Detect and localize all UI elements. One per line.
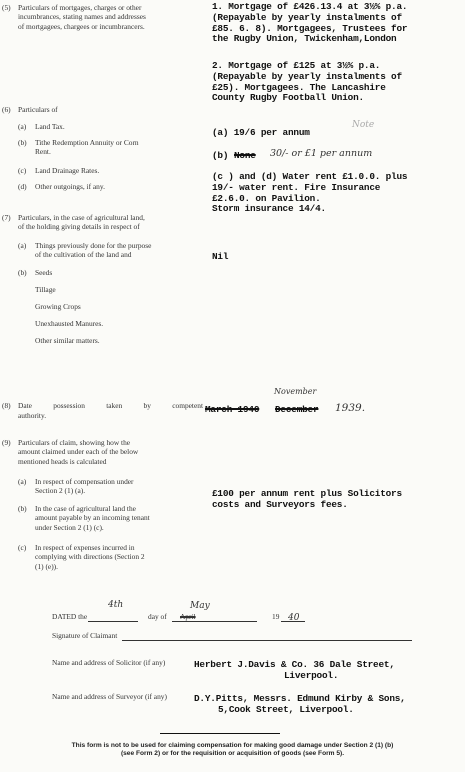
section-6-answer-b-struck: None bbox=[234, 150, 256, 161]
section-5-number: (5) bbox=[2, 3, 11, 12]
surveyor-answer: D.Y.Pitts, Messrs. Edmund Kirby & Sons, 5,Cook Street, Liverpool. bbox=[194, 693, 406, 715]
year-prefix: 19 bbox=[272, 612, 280, 621]
section-7-item-b-letter: (b) bbox=[18, 268, 27, 277]
section-6-answer-a-handwritten: Note bbox=[352, 120, 375, 130]
section-9-answer: £100 per annum rent plus Solicitors costs and Surveyors fees. bbox=[212, 488, 402, 510]
section-7-answer: Nil bbox=[212, 251, 229, 262]
section-9-item-a: In respect of compensation under Section 2 (1) (a). bbox=[35, 477, 134, 496]
section-6-item-b-letter: (b) bbox=[18, 138, 27, 147]
section-8-answer-handwritten-year: 1939. bbox=[335, 402, 366, 414]
section-6-number: (6) bbox=[2, 105, 11, 114]
section-8-answer-struck-2: December bbox=[275, 404, 319, 415]
surveyor-label: Name and address of Surveyor (if any) bbox=[52, 692, 167, 701]
section-6-heading: Particulars of bbox=[18, 105, 58, 114]
section-6-answer-cd: (c ) and (d) Water rent £1.0.0. plus 19/- water rent. Fire Insurance £2.6.0. on Pavilion. Storm insurance 14/4. bbox=[212, 171, 408, 215]
section-7-question: Particulars, in the case of agricultural land, of the holding giving details in respect of bbox=[18, 213, 145, 232]
section-7-sub-crops: Growing Crops bbox=[35, 302, 81, 311]
section-6-item-b: Tithe Redemption Annuity or Corn Rent. bbox=[35, 138, 139, 157]
day-handwritten: 4th bbox=[108, 600, 124, 610]
signature-label: Signature of Claimant bbox=[52, 631, 118, 640]
section-7-item-a-letter: (a) bbox=[18, 241, 27, 250]
section-8-number: (8) bbox=[2, 401, 11, 410]
signature-line bbox=[122, 640, 412, 641]
section-9-item-c: In respect of expenses incurred in complying with directions (Section 2 (1) (e)). bbox=[35, 543, 145, 571]
solicitor-label: Name and address of Solicitor (if any) bbox=[52, 658, 166, 667]
section-9-item-c-letter: (c) bbox=[18, 543, 27, 552]
section-5-answer-2: 2. Mortgage of £125 at 3½% p.a. (Repayable by yearly instalments of £25). Mortgagees. The Lancashire County Rugby Football Union. bbox=[212, 60, 402, 104]
section-6-item-a: Land Tax. bbox=[35, 122, 65, 131]
section-7-item-a: Things previously done for the purpose of the cultivation of the land and bbox=[35, 241, 152, 260]
day-line bbox=[88, 621, 138, 622]
month-handwritten: May bbox=[190, 601, 210, 611]
solicitor-answer: Herbert J.Davis & Co. 36 Dale Street, Liverpool. bbox=[194, 659, 395, 681]
section-9-question: Particulars of claim, showing how the amount claimed under each of the below mentioned heads is calculated bbox=[18, 438, 139, 466]
section-6-item-d-letter: (d) bbox=[18, 182, 27, 191]
section-6-item-d: Other outgoings, if any. bbox=[35, 182, 105, 191]
day-of-label: day of bbox=[148, 612, 167, 621]
dated-label: DATED the bbox=[52, 612, 88, 621]
month-struck: April bbox=[180, 612, 196, 621]
section-9-item-a-letter: (a) bbox=[18, 477, 27, 486]
section-6-item-c: Land Drainage Rates. bbox=[35, 166, 100, 175]
section-6-answer-b-label: (b) bbox=[212, 150, 229, 161]
section-8-question-line-1: Date possession taken by competent bbox=[18, 401, 203, 410]
section-9-item-b: In the case of agricultural land the amount payable by an incoming tenant under Section 2 (1) (c). bbox=[35, 504, 150, 532]
section-6-answer-b-handwritten: 30/- or £1 per annum bbox=[270, 148, 373, 159]
footer-rule bbox=[160, 733, 280, 734]
section-8-answer-struck-1: March 1940 bbox=[205, 404, 260, 415]
section-8-answer-handwritten-above: November bbox=[274, 387, 317, 396]
footer-note: This form is not to be used for claiming compensation for making good damage under Section 2 (1) (b) (see Form 2) or for the requisition or acquisition of goods (see Form 5). bbox=[71, 742, 394, 758]
section-7-item-b: Seeds bbox=[35, 268, 53, 277]
section-9-number: (9) bbox=[2, 438, 11, 447]
section-7-number: (7) bbox=[2, 213, 11, 222]
section-5-question: Particulars of mortgages, charges or other incumbrances, stating names and addresses of mortgagees, chargees or incumbrancers. bbox=[18, 3, 146, 31]
section-7-sub-other: Other similar matters. bbox=[35, 336, 100, 345]
year-handwritten: 40 bbox=[288, 613, 300, 623]
section-6-item-a-letter: (a) bbox=[18, 122, 27, 131]
section-6-answer-a: (a) 19/6 per annum bbox=[212, 127, 310, 138]
section-6-item-c-letter: (c) bbox=[18, 166, 27, 175]
section-7-sub-manures: Unexhausted Manures. bbox=[35, 319, 104, 328]
section-5-answer-1: 1. Mortgage of £426.13.4 at 3½% p.a. (Repayable by yearly instalments of £85. 6. 8). Mortgagees, Trustees for the Rugby Union, Twickenham,London bbox=[212, 1, 408, 45]
section-7-sub-tillage: Tillage bbox=[35, 285, 56, 294]
section-9-item-b-letter: (b) bbox=[18, 504, 27, 513]
section-8-question-line-2: authority. bbox=[18, 411, 47, 420]
